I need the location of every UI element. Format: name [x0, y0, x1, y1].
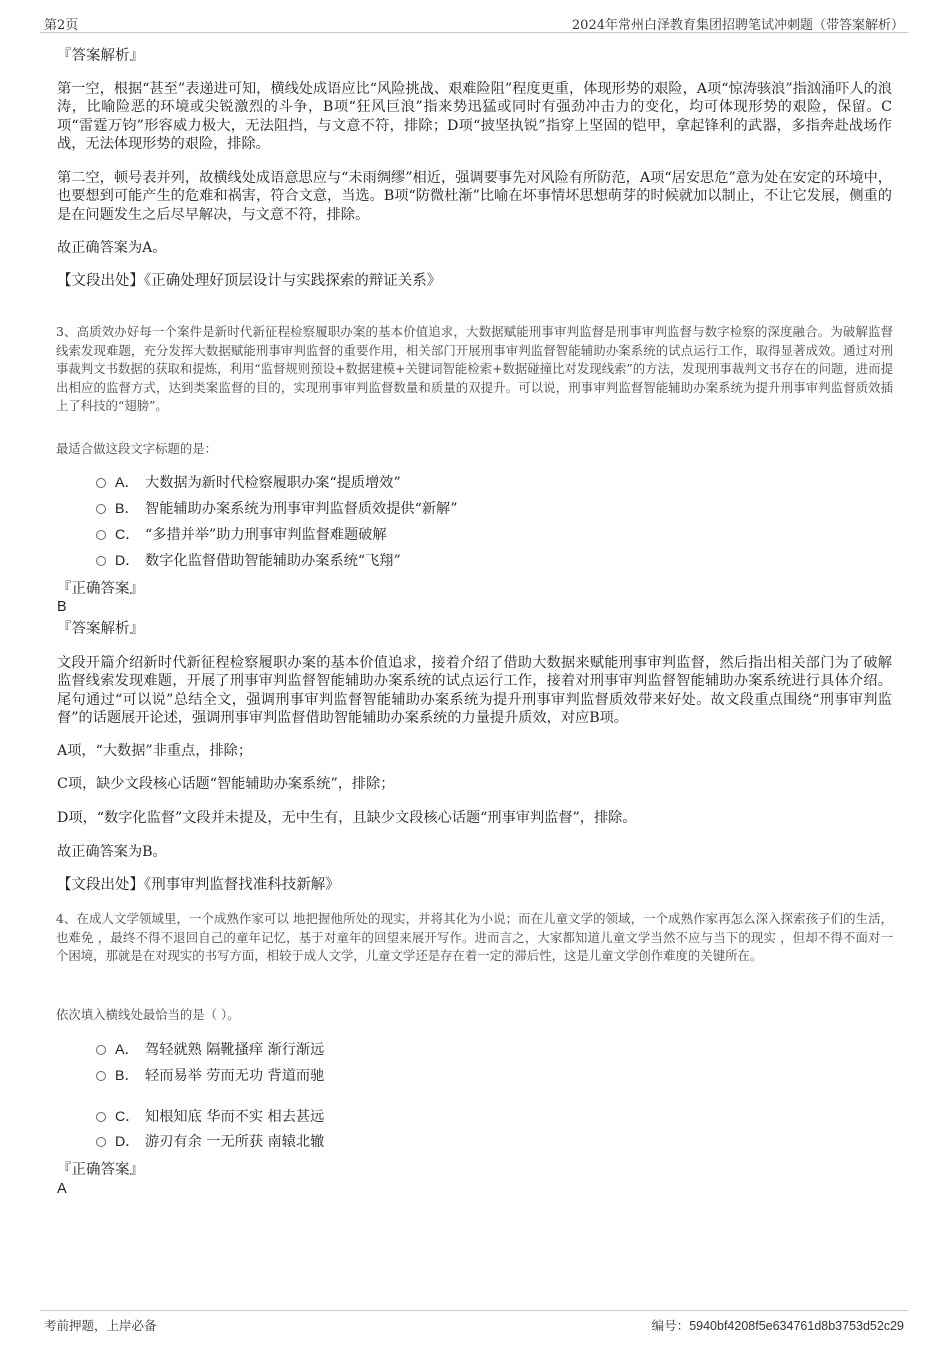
option-text: “多措并举”助力刑事审判监督难题破解	[145, 527, 387, 543]
document-code	[652, 1316, 904, 1334]
option-text: 大数据为新时代检察履职办案“提质增效”	[145, 475, 401, 491]
radio-icon[interactable]	[96, 1045, 106, 1055]
page-number: 第2页	[44, 18, 79, 33]
option-letter: D．	[115, 1134, 140, 1150]
option-letter: A．	[115, 1042, 139, 1058]
q3-analysis-d: D项，“数字化监督”文段并未提及，无中生有，且缺少文段核心话题“刑事审判监督”，排除。	[57, 810, 637, 826]
option-letter: B．	[115, 501, 139, 517]
q3-question-text: 3、高质效办好每一个案件是新时代新征程检察履职办案的基本价值追求，大数据赋能刑事审判监督是刑事审判监督与数字检察的深度融合。为破解监督线索发现难题，充分发挥大数据赋能刑事审判监督的重要作用，相关部门开展刑事审判监督智能辅助办案系统的试点运行工作，取得显著成效。通过对刑事裁判文书数据的获取和提炼，利用“监督规则预设+数据建模+关键词智能检索+数据碰撞比对发现线索”的方法，发现刑事裁判文书存在的问题，进而提出相应的监督方式，达到类案监督的目的，实现刑事审判监督数量和质量的双提升。可以说，刑事审判监督智能辅助办案系统为提升刑事审判监督质效插上了科技的“翅膀”。	[56, 324, 893, 414]
radio-icon[interactable]	[96, 504, 106, 514]
option-letter: D．	[115, 553, 140, 569]
radio-icon[interactable]	[96, 1137, 106, 1147]
q4-prompt: 依次填入横线处最恰当的是（ ）。	[56, 1007, 240, 1022]
q2-source: 【文段出处】《正确处理好顶层设计与实践探索的辩证关系》	[57, 273, 442, 289]
page-header	[40, 10, 908, 33]
radio-icon[interactable]	[96, 556, 106, 566]
q3-option-b[interactable]	[96, 500, 457, 518]
q3-analysis-a: A项，“大数据”非重点，排除；	[57, 743, 253, 759]
option-text: 智能辅助办案系统为刑事审判监督质效提供“新解”	[145, 501, 458, 517]
option-text: 游刃有余 一无所获 南辕北辙	[145, 1134, 325, 1150]
q3-prompt: 最适合做这段文字标题的是：	[56, 441, 218, 456]
radio-icon[interactable]	[96, 1071, 106, 1081]
q3-analysis-conclusion: 故正确答案为B。	[57, 844, 167, 860]
q2-analysis-paragraph-2: 第二空，顿号表并列，故横线处成语意思应与“未雨绸缪”相近，强调要事先对风险有所防范，A项“居安思危”意为处在安定的环境中，也要想到可能产生的危难和祸害，符合文意，当选。B项“防微杜渐”比喻在坏事情坏思想萌芽的时候就加以制止，不让它发展，侧重的是在问题发生之后尽早解决，与文意不符，排除。	[57, 170, 892, 223]
q3-analysis-paragraph-1: 文段开篇介绍新时代新征程检察履职办案的基本价值追求，接着介绍了借助大数据来赋能刑事审判监督，然后指出相关部门为了破解监督线索发现难题，开展了刑事审判监督智能辅助办案系统的试点运行工作，接着对刑事审判监督智能辅助办案系统进行具体介绍。尾句通过“可以说”总结全文，强调刑事审判监督智能辅助办案系统为提升刑事审判监督质效带来好处。故文段重点围绕“刑事审判监督”的话题展开论述，强调刑事审判监督借助智能辅助办案系统的力量提升质效，对应B项。	[57, 655, 892, 726]
radio-icon[interactable]	[96, 530, 106, 540]
q4-answer: A	[57, 1181, 67, 1197]
option-text: 数字化监督借助智能辅助办案系统“飞翔”	[145, 553, 401, 569]
q2-analysis-conclusion: 故正确答案为A。	[57, 240, 167, 256]
q3-answer-label: 『正确答案』	[57, 581, 144, 597]
q3-option-c[interactable]	[96, 526, 387, 544]
q4-option-d[interactable]	[96, 1133, 324, 1151]
option-text: 知根知底 华而不实 相去甚远	[145, 1109, 325, 1125]
footer-slogan: 考前押题，上岸必备	[44, 1318, 157, 1333]
page-footer	[40, 1310, 908, 1337]
q4-option-b[interactable]	[96, 1067, 324, 1085]
q4-option-a[interactable]	[96, 1041, 324, 1059]
q4-answer-label: 『正确答案』	[57, 1162, 144, 1178]
q3-analysis-label: 『答案解析』	[57, 621, 144, 637]
q2-analysis-paragraph-1: 第一空，根据“甚至”表递进可知，横线处成语应比“风险挑战、艰难险阻”程度更重，体现形势的艰险，A项“惊涛骇浪”指汹涌吓人的浪涛，比喻险恶的环境或尖锐激烈的斗争，B项“狂风巨浪”指来势迅猛或同时有强劲冲击力的变化，均可体现形势的艰险，保留。C项“雷霆万钧”形容威力极大，无法阻挡，与文意不符，排除；D项“披坚执锐”指穿上坚固的铠甲，拿起锋利的武器，多指奔赴战场作战，无法体现形势的艰险，排除。	[57, 81, 892, 152]
radio-icon[interactable]	[96, 478, 106, 488]
q3-option-d[interactable]	[96, 552, 401, 570]
q3-answer: B	[57, 599, 67, 615]
code-value: 5940bf4208f5e634761d8b3753d52c29	[689, 1319, 904, 1333]
code-label: 编号：	[651, 1318, 690, 1333]
option-letter: C．	[115, 527, 140, 543]
q2-analysis-label: 『答案解析』	[57, 48, 144, 64]
option-text: 驾轻就熟 隔靴搔痒 渐行渐远	[145, 1042, 325, 1058]
q4-option-c[interactable]	[96, 1108, 324, 1126]
q4-question-text: 4、在成人文学领域里，一个成熟作家可以 地把握他所处的现实，并将其化为小说；而在儿童文学的领域，一个成熟作家再怎么深入探索孩子们的生活，也难免 ，最终不得不退回自己的童年记忆，基于对童年的回望来展开写作。进而言之，大家都知道儿童文学当然不应与当下的现实 ，但却不得不面对一个困境，那就是在对现实的书写方面，相较于成人文学，儿童文学还是存在着一定的滞后性，这是儿童文学创作难度的关键所在。	[56, 911, 893, 964]
option-letter: B．	[115, 1068, 139, 1084]
option-letter: A．	[115, 475, 139, 491]
document-title: 2024年常州白泽教育集团招聘笔试冲刺题（带答案解析）	[571, 18, 904, 33]
q3-option-a[interactable]	[96, 474, 401, 492]
radio-icon[interactable]	[96, 1112, 106, 1122]
q3-analysis-c: C项，缺少文段核心话题“智能辅助办案系统”，排除；	[57, 776, 395, 792]
option-letter: C．	[115, 1109, 140, 1125]
option-text: 轻而易举 劳而无功 背道而驰	[145, 1068, 325, 1084]
q3-source: 【文段出处】《刑事审判监督找准科技新解》	[57, 877, 340, 893]
